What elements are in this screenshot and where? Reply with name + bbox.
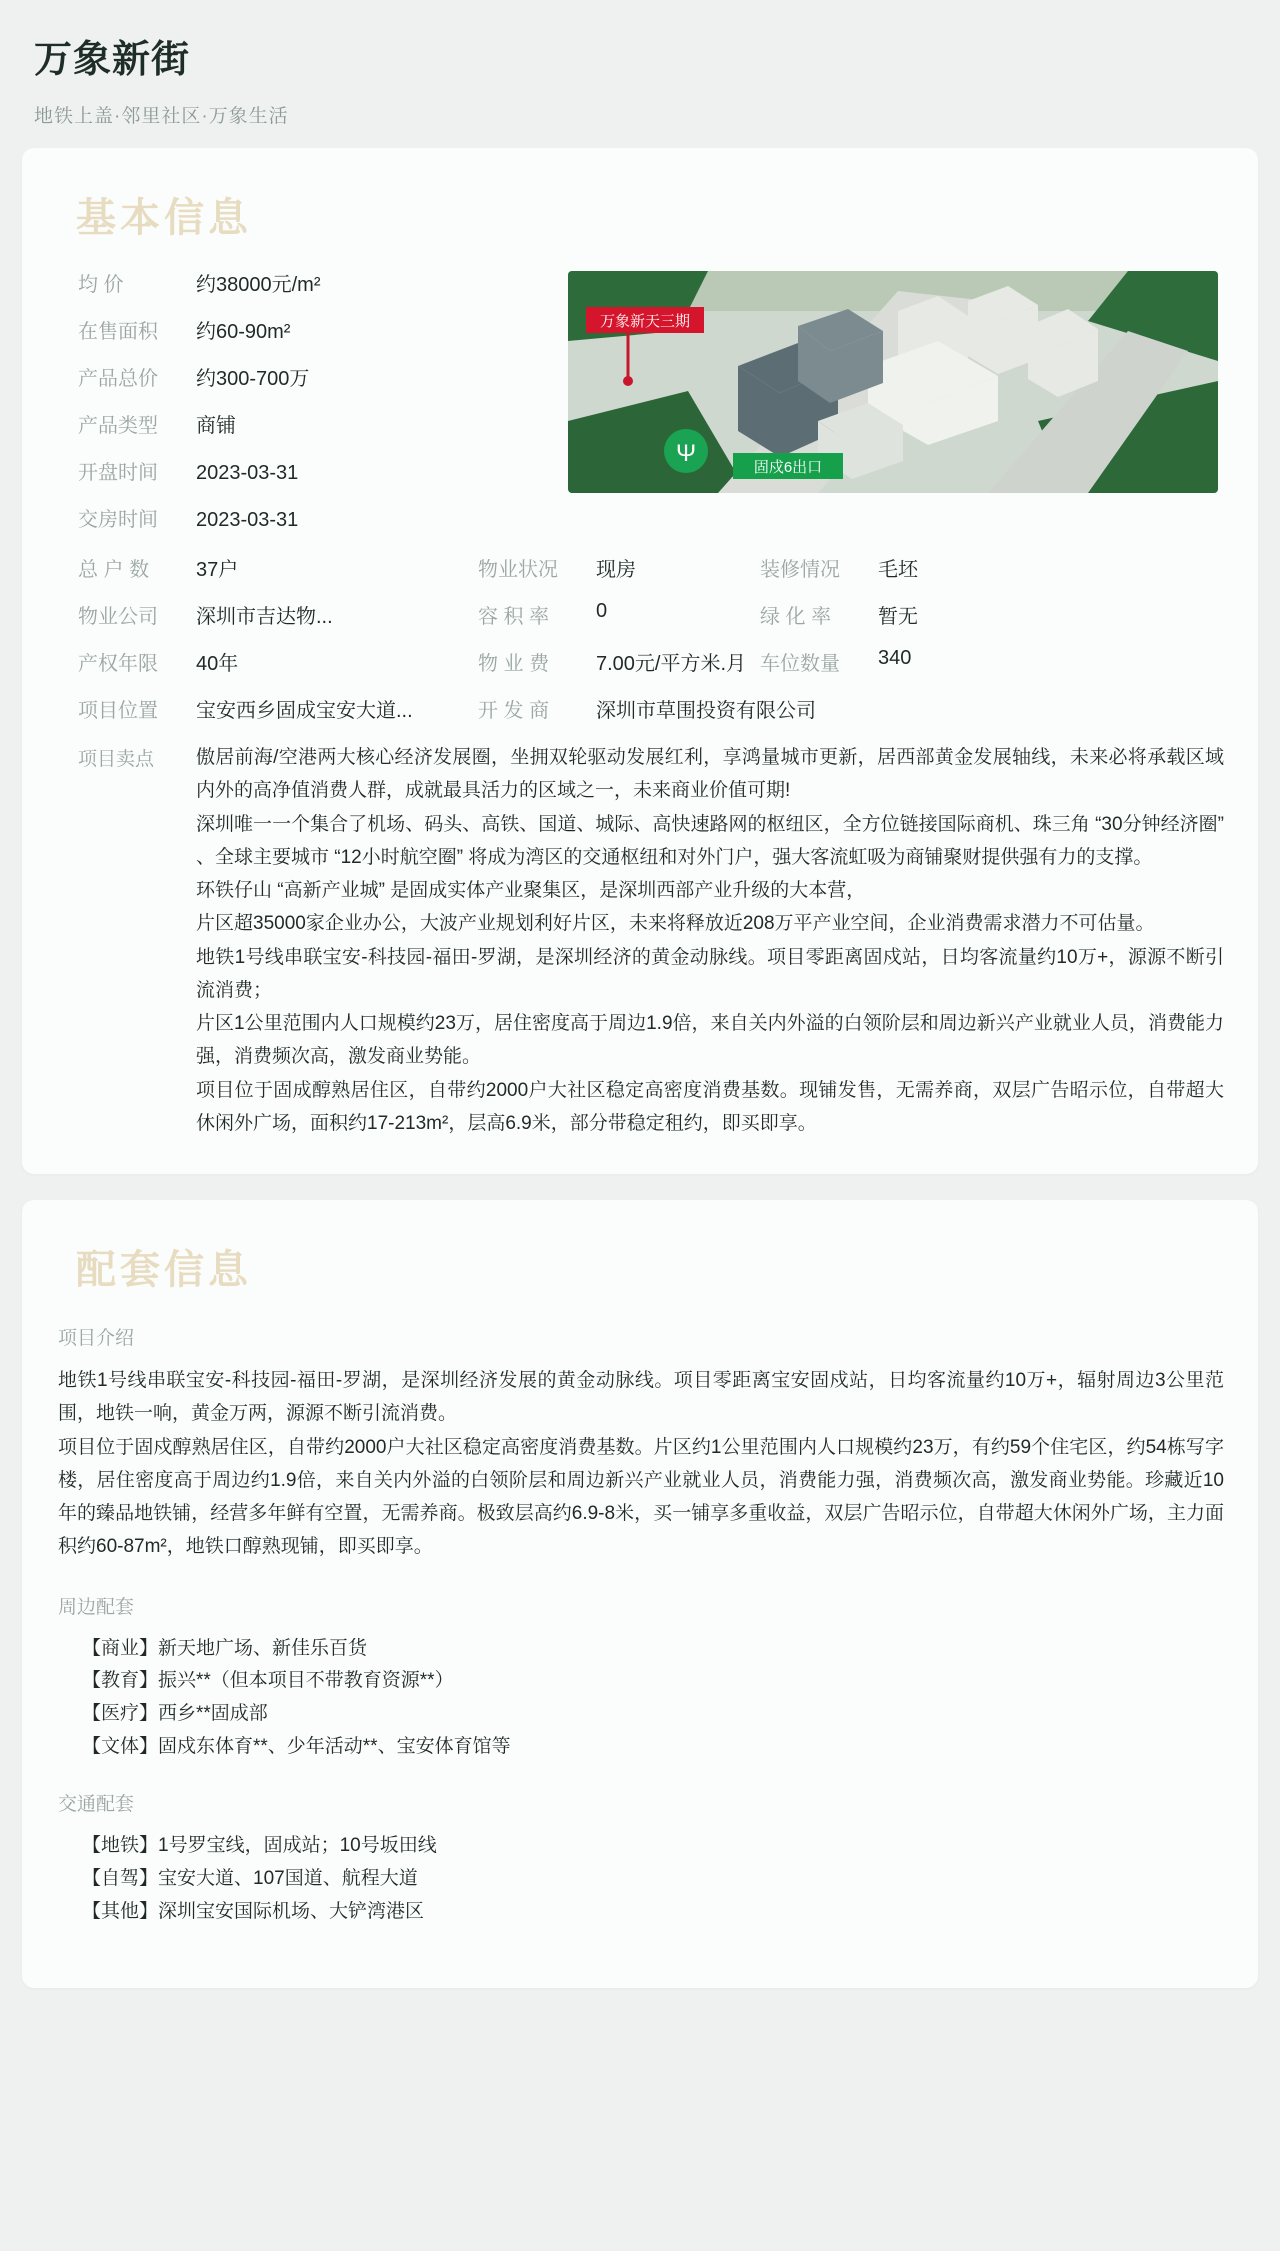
info-value: 0 bbox=[596, 600, 608, 622]
selling-point-paragraph: 傲居前海/空港两大核心经济发展圈，坐拥双轮驱动发展红利，享鸿量城市更新，居西部黄金发展轴线，未来必将承载区域内外的高净值消费人群，成就最具活力的区域之一，未来商业价值可期! bbox=[196, 747, 1224, 802]
selling-point-paragraph: 地铁1号线串联宝安-科技园-福田-罗湖，是深圳经济的黄金动脉线。项目零距离固戍站，日均客流量约10万+，源源不断引流消费； bbox=[196, 946, 1224, 1001]
info-label: 在售面积 bbox=[78, 321, 158, 343]
selling-points-label: 项目卖点 bbox=[78, 749, 155, 770]
info-value: 2023-03-31 bbox=[196, 462, 299, 484]
info-value: 商铺 bbox=[196, 415, 236, 437]
info-row bbox=[78, 506, 1224, 535]
info-label: 产权年限 bbox=[78, 653, 158, 675]
selling-points-text bbox=[196, 741, 1224, 1140]
list-item: 【其他】深圳宝安国际机场、大铲湾港区 bbox=[82, 1900, 425, 1922]
transport-facility-block bbox=[56, 1789, 1224, 1928]
selling-points-row bbox=[78, 741, 1224, 1140]
surrounding-facility-label: 周边配套 bbox=[58, 1596, 135, 1618]
selling-point-paragraph: 片区超35000家企业办公，大波产业规划利好片区，未来将释放近208万平产业空间，企业消费需求潜力不可估量。 bbox=[196, 913, 1155, 935]
info-row bbox=[78, 553, 1224, 582]
info-label: 交房时间 bbox=[78, 509, 158, 531]
info-label: 物业公司 bbox=[78, 606, 158, 628]
info-value: 约60-90m² bbox=[196, 321, 291, 343]
basic-info-card bbox=[22, 148, 1258, 1174]
list-item: 【教育】振兴**（但本项目不带教育资源**） bbox=[82, 1670, 454, 1692]
selling-point-paragraph: 项目位于固成醇熟居住区，自带约2000户大社区稳定高密度消费基数。现铺发售，无需养商，双层广告昭示位，自带超大休闲外广场，面积约17-213m²，层高6.9米，部分带稳定租约，即买即享。 bbox=[196, 1079, 1224, 1134]
selling-point-paragraph: 片区1公里范围内人口规模约23万，居住密度高于周边1.9倍，来自关内外溢的白领阶层和周边新兴产业就业人员，消费能力强，消费频次高，激发商业势能。 bbox=[196, 1013, 1224, 1068]
info-label: 均 价 bbox=[78, 274, 124, 296]
list-item: 【地铁】1号罗宝线，固成站；10号坂田线 bbox=[82, 1835, 437, 1857]
selling-point-paragraph: 环铁仔山 “高新产业城” 是固成实体产业聚集区，是深圳西部产业升级的大本营， bbox=[196, 880, 866, 901]
info-label: 车位数量 bbox=[760, 653, 840, 675]
svg-text:Ψ: Ψ bbox=[675, 440, 697, 467]
info-label: 总 户 数 bbox=[78, 559, 150, 581]
facility-info-title: 配套信息 bbox=[76, 1248, 252, 1292]
list-item: 【文体】固戍东体育**、少年活动**、宝安体育馆等 bbox=[82, 1735, 511, 1757]
info-label: 开盘时间 bbox=[78, 462, 158, 484]
info-value: 暂无 bbox=[878, 606, 918, 628]
facility-info-card bbox=[22, 1200, 1258, 1988]
page-header bbox=[0, 0, 1280, 148]
info-row bbox=[78, 647, 1224, 676]
info-value: 2023-03-31 bbox=[196, 509, 299, 531]
project-intro-paragraph: 项目位于固戍醇熟居住区，自带约2000户大社区稳定高密度消费基数。片区约1公里范围内人口规模约23万，有约59个住宅区，约54栋写字楼，居住密度高于周边约1.9倍，来自关内外溢的白领阶层和周边新兴产业就业人员，消费能力强，消费频次高，激发商业势能。珍藏近10年的臻品地铁铺，经营多年鲜有空置，无需养商。极致层高约6.9-8米，买一铺享多重收益，双层广告昭示位，自带超大休闲外广场，主力面积约60-87m²，地铁口醇熟现铺，即买即享。 bbox=[58, 1436, 1224, 1558]
info-label: 绿 化 率 bbox=[760, 606, 832, 628]
page-subtitle: 地铁上盖·邻里社区·万象生活 bbox=[34, 106, 289, 127]
list-item: 【医疗】西乡**固成部 bbox=[82, 1702, 268, 1724]
transport-facility-label: 交通配套 bbox=[58, 1794, 135, 1816]
project-intro-paragraph: 地铁1号线串联宝安-科技园-福田-罗湖，是深圳经济发展的黄金动脉线。项目零距离宝安固戍站，日均客流量约10万+，辐射周边3公里范围，地铁一响，黄金万两，源源不断引流消费。 bbox=[58, 1370, 1224, 1425]
info-value: 40年 bbox=[196, 653, 239, 675]
info-value: 约38000元/m² bbox=[196, 274, 321, 296]
info-label: 物 业 费 bbox=[478, 653, 550, 675]
info-label: 产品类型 bbox=[78, 415, 158, 437]
list-item: 【商业】新天地广场、新佳乐百货 bbox=[82, 1637, 368, 1659]
surrounding-facility-list bbox=[82, 1633, 1224, 1764]
project-intro-label: 项目介绍 bbox=[58, 1328, 135, 1349]
developer-value: 深圳市草围投资有限公司 bbox=[596, 700, 816, 722]
info-label: 装修情况 bbox=[760, 559, 840, 581]
surrounding-facility-block bbox=[56, 1592, 1224, 1764]
info-value: 340 bbox=[878, 647, 912, 669]
svg-text:万象新天三期: 万象新天三期 bbox=[599, 313, 691, 330]
basic-info-title: 基本信息 bbox=[76, 196, 252, 240]
basic-info-body bbox=[56, 271, 1224, 1140]
project-location-value: 宝安西乡固成宝安大道... bbox=[196, 700, 413, 722]
info-label: 容 积 率 bbox=[478, 606, 550, 628]
info-value: 7.00元/平方米.月 bbox=[596, 653, 747, 675]
info-label: 开 发 商 bbox=[478, 700, 550, 722]
info-label: 项目位置 bbox=[78, 700, 158, 722]
list-item: 【自驾】宝安大道、107国道、航程大道 bbox=[82, 1867, 418, 1889]
svg-text:固戍6出口: 固戍6出口 bbox=[753, 459, 823, 476]
info-row bbox=[78, 600, 1224, 629]
page-title: 万象新街 bbox=[34, 39, 191, 81]
info-value: 深圳市吉达物... bbox=[196, 606, 333, 628]
info-value: 约300-700万 bbox=[196, 368, 310, 390]
info-value: 现房 bbox=[596, 559, 636, 581]
selling-point-paragraph: 深圳唯一一个集合了机场、码头、高铁、国道、城际、高快速路网的枢纽区，全方位链接国际商机、珠三角 “30分钟经济圈” 、全球主要城市 “12小时航空圈” 将成为湾区的交通枢纽和对外门户，强大客流虹吸为商铺聚财提供强有力的支撑。 bbox=[196, 813, 1224, 868]
info-label: 产品总价 bbox=[78, 368, 158, 390]
project-intro-text bbox=[58, 1364, 1224, 1564]
info-row bbox=[78, 694, 1224, 723]
info-label: 物业状况 bbox=[478, 559, 558, 581]
info-value: 毛坯 bbox=[878, 559, 918, 581]
info-value: 37户 bbox=[196, 559, 239, 581]
transport-facility-list bbox=[82, 1830, 1224, 1928]
project-aerial-image bbox=[568, 271, 1218, 493]
